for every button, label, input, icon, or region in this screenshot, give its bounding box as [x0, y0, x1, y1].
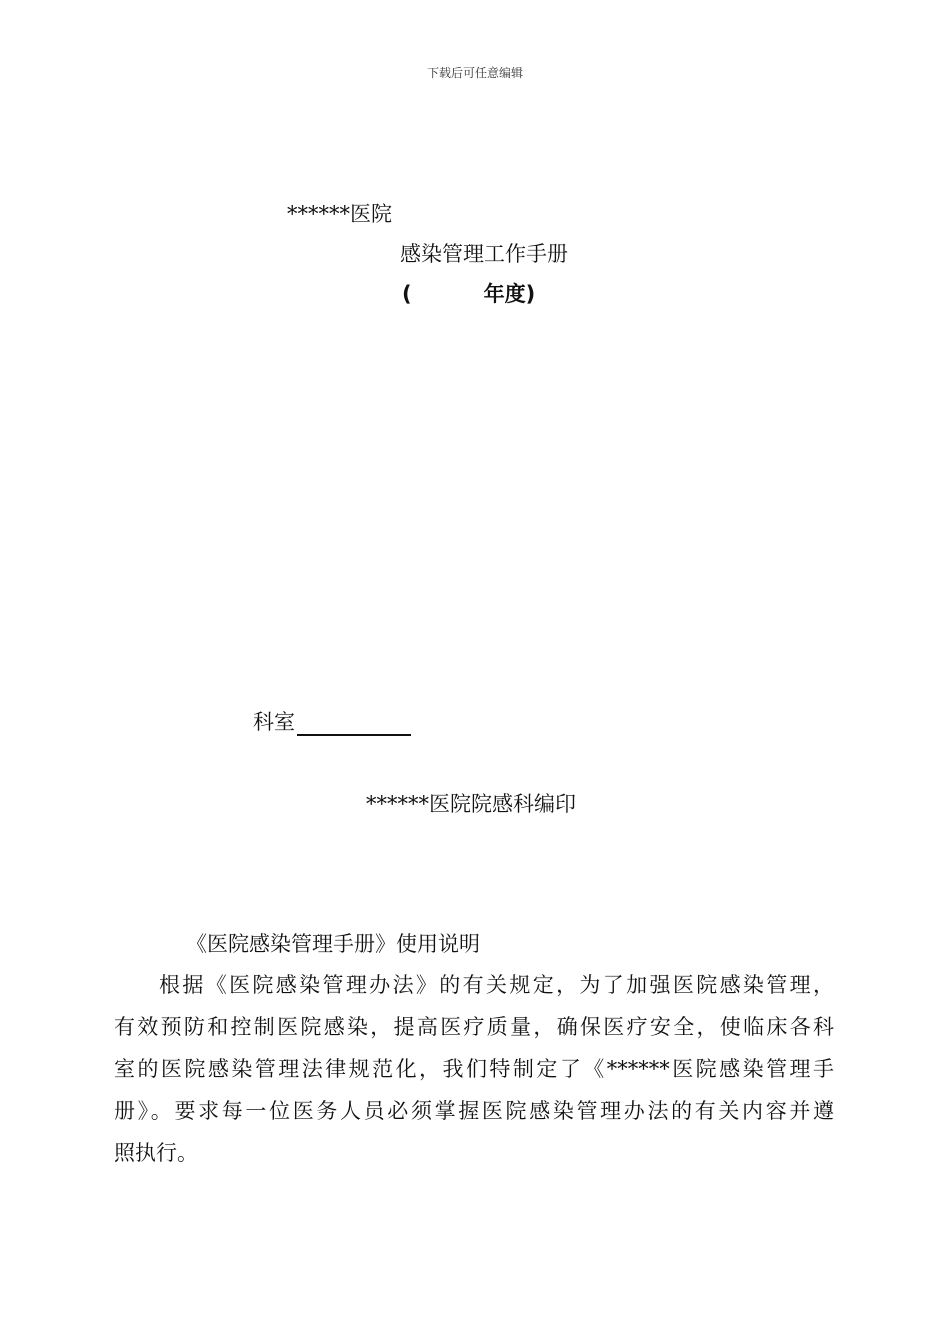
- manual-title: 感染管理工作手册: [400, 242, 568, 266]
- paragraph-line: 有效预防和控制医院感染，提高医疗质量，确保医疗安全，使临床各科: [114, 1015, 834, 1039]
- year-label: 年度): [483, 282, 536, 306]
- department-line: [253, 706, 411, 736]
- header-note: 下载后可任意编辑: [426, 66, 523, 80]
- publisher: ******医院院感科编印: [366, 792, 576, 816]
- year-line: [402, 278, 535, 308]
- paragraph-line: 室的医院感染管理法律规范化，我们特制定了《******医院感染管理手: [114, 1057, 834, 1081]
- hospital-name: ******医院: [287, 202, 392, 226]
- department-blank: [297, 710, 411, 736]
- year-open-paren: (: [402, 282, 412, 306]
- paragraph-line: 册》。要求每一位医务人员必须掌握医院感染管理办法的有关内容并遵: [114, 1099, 834, 1123]
- paragraph-line: 照执行。: [114, 1141, 198, 1165]
- instructions-title: 《医院感染管理手册》使用说明: [186, 932, 480, 956]
- instructions-paragraph: [114, 964, 834, 1174]
- department-label: 科室: [253, 710, 295, 734]
- paragraph-line: 根据《医院感染管理办法》的有关规定，为了加强医院感染管理，: [159, 973, 834, 997]
